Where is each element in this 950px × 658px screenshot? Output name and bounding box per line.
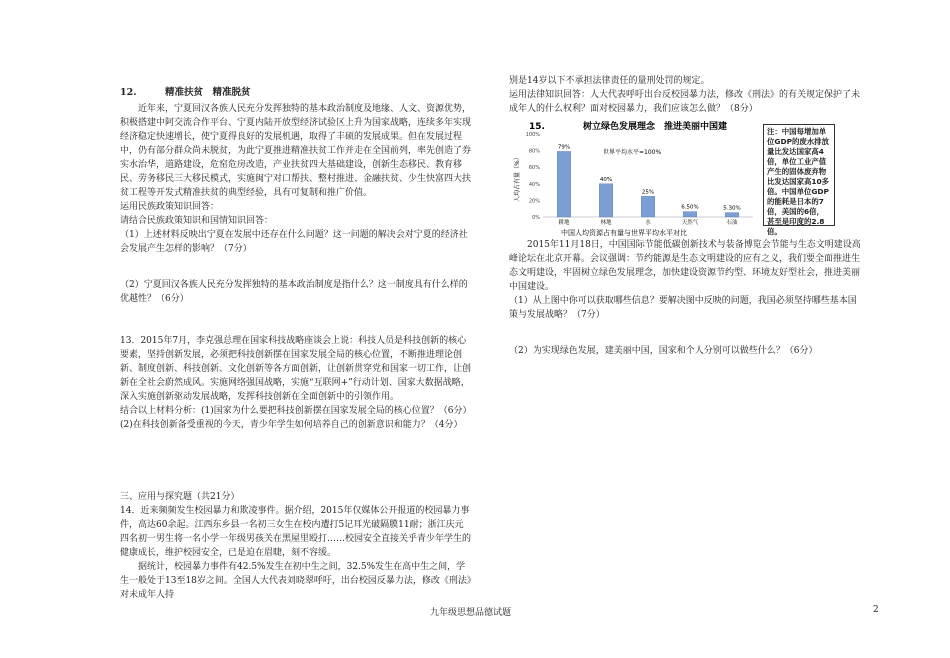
q15-sub1: （1）从上图中你可以获取哪些信息？要解决图中反映的问题，我国必须坚持哪些基本国策与发展战略？（7分） (509, 296, 857, 320)
bar-value-label: 6.50% (681, 204, 699, 211)
q12-instruction-2: 请结合民族政策知识和国情知识回答： (120, 216, 274, 226)
bar-value-label: 5.30% (723, 205, 741, 212)
q12-material: 近年来，宁夏回汉各族人民充分发挥独特的基本政治制度及地缘、人文、资源优势，积极搭建中阿交流合作平台、宁夏内陆开放型经济试验区上升为国家战略，连续多年实现经济稳定快速增长，使宁夏得良好的发展机遇，取得了丰硕的发展成果。但在发展过程中，仍有部分群众尚未脱贫，为此宁夏推进精准扶贫工作并走在全国前列，率先创造了券实水治华，道路建设，危窑危房改造，产业扶贫四大基础建设，创新生态移民、教育移民、劳务移民三大移民模式，实施闽宁对口帮扶、整村推进、金融扶贫、少生快富四大扶贫工程等开发式精准扶贫的典型经验，具有可复制和推广价值。 (120, 104, 472, 198)
q14-question: 运用法律知识回答：人大代表呼吁出台反校园暴力法，修改《刑法》的有关规定保护了未成年人的什么权利？面对校园暴力，我们应该怎么做？（8分） (509, 90, 861, 114)
resource-chart (509, 120, 864, 238)
q14-material: 14．近来频频发生校园暴力和欺凌事件。据介绍，2015年仅媒体公开报道的校园暴力事件，高达60余起。江西东乡县一名初三女生在校内遭打5记耳光破隔膜11耐；浙江庆元四名初一男生将一名小学一年级男孩关在黑屋里殴打……校园安全直接关乎青少年学生的健康成长，维护校园安全，已是迫在眉睫，刻不容缓。 (120, 506, 472, 558)
x-tick-label: 石油 (726, 220, 738, 226)
q15-material: 2015年11月18日，中国国际节能低碳创新技术与装备博览会节能与生态文明建设高峰论坛在北京开幕。会议强调：节约能源是生态文明建设的应有之义，我们要全面推进生态文明建设，牢固树立绿色发展理念，加快建设资源节约型、环境友好型社会，推进美丽中国建设。 (509, 240, 861, 292)
q13-material: 13．2015年7月，李克强总理在国家科技战略座谈会上说：科技人员是科技创新的核心要素，坚持创新发展，必须把科技创新摆在国家发展全局的核心位置，不断推进理论创新、制度创新、科技创新、文化创新等各方面创新，让创新贯穿党和国家一切工作，让创新在全社会蔚然成风。实施网络强国战略，实施“互联网+”行动计划、国家大数据战略，深入实施创新驱动发展战略，发挥科技创新在全面创新中的引领作用。 (120, 336, 472, 402)
y-axis-label: 人均占有量（%） (514, 154, 521, 202)
chart-note: 注：中国每增加单位GDP的废水排放量比发达国家高4倍，单位工业产值产生的固体废弃物比发达国家高10多倍。中国单位GDP的能耗是日本的7倍，美国的6倍，甚至是印度的2.8倍。 (763, 124, 835, 226)
plot-area (526, 132, 753, 226)
footer-title: 九年级思想品德试题 (430, 608, 512, 618)
q12-sub1: （1）上述材料反映出宁夏在发展中还存在什么问题？这一问题的解决会对宁夏的经济社会发展产生怎样的影响？（7分） (120, 230, 468, 254)
right-column (509, 74, 864, 358)
chart-title: 树立绿色发展理念 推进美丽中国建 (583, 122, 728, 132)
chart-number: 15. (529, 122, 545, 132)
bar (641, 196, 654, 217)
q12-instruction-1: 运用民族政策知识回答： (120, 202, 220, 212)
x-tick-label: 林地 (600, 220, 612, 226)
bar (557, 151, 570, 217)
chart-caption: 中国人均资源占有量与世界平均水平对比 (561, 229, 687, 237)
q14-stats: 据统计，校园暴力事件有42.5%发生在初中生之间，32.5%发生在高中生之间，学生一般处于13至18岁之间。全国人大代表刘晓翠呼吁，出台校园反暴力法，修改《刑法》对未成年人持 (120, 562, 472, 600)
y-tick-label: 0% (532, 215, 540, 221)
q15-sub2: （2）为实现绿色发展，建美丽中国，国家和个人分别可以做些什么？（6分） (509, 346, 818, 356)
y-tick-label: 60% (528, 165, 540, 172)
q13-question: 结合以上材料分析：(1)国家为什么要把科技创新摆在国家发展全局的核心位置？（6分）(2)在科技创新备受重视的今天，青少年学生如何培养自己的创新意识和能力？（4分） (120, 406, 472, 430)
chart-inner-label: 世界平均水平=100% (603, 149, 662, 156)
bar-value-label: 25% (641, 189, 655, 196)
x-tick-label: 耕地 (558, 220, 570, 226)
bar-value-label: 40% (599, 176, 613, 183)
bar (683, 212, 696, 217)
q14-continued: 别是14岁以下不承担法律责任的量刑处罚的规定。 (509, 76, 710, 86)
y-tick-label: 20% (528, 198, 540, 205)
section3-heading: 三、应用与探究题（共21分） (120, 492, 240, 502)
q12-title: 12. 精准扶贫 精准脱贫 (120, 87, 251, 98)
bar (725, 213, 738, 217)
y-tick-label: 40% (528, 181, 540, 188)
left-column (120, 86, 472, 602)
y-tick-label: 80% (528, 148, 540, 155)
x-tick-label: 天然气 (681, 220, 699, 226)
page-number: 2 (873, 605, 879, 615)
bar-chart (509, 120, 759, 238)
y-tick-label: 100% (525, 132, 540, 138)
q12-sub2: （2）宁夏回汉各族人民充分发挥独特的基本政治制度是指什么？这一制度具有什么样的优越性？（6分） (120, 280, 468, 304)
bar (599, 184, 612, 217)
x-tick-label: 水 (645, 220, 651, 226)
bar-value-label: 79% (557, 144, 571, 151)
